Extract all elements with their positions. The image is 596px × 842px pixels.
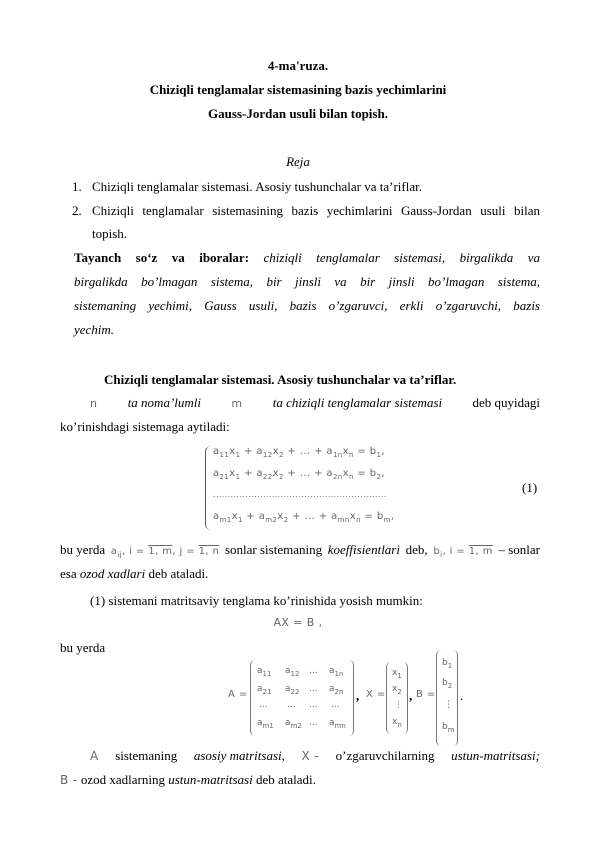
keywords-line-4: yechim. xyxy=(74,322,115,337)
intro-text-1: ta noma’lumli xyxy=(127,395,201,410)
matrix-a: $a_{11}$ $a_{12}$ ... $a_{1n}$ $a_{21}$ $a_{22}$ ... $a_{2n}$ ... ... ... ... $a_{m1}$ $a_{m2}$ ... $a_{mn}$ xyxy=(250,660,354,736)
section-heading: Chiziqli tenglamalar sistemasi. Asosiy tushunchalar va ta’riflar. xyxy=(104,372,457,387)
final-t3: ozod xadlarning xyxy=(80,772,165,787)
final-b: B - xyxy=(60,773,78,787)
final-x: X - xyxy=(301,749,320,763)
plan-item-2-number: 2. xyxy=(72,203,82,218)
coef-text-post: – sonlar xyxy=(498,542,540,557)
lecture-number: 4-ma'ruza. xyxy=(267,58,329,73)
free-terms-line xyxy=(60,566,208,582)
coefficients-line xyxy=(60,542,540,559)
final-line-1 xyxy=(90,748,540,764)
final-ustun2: ustun-matritsasi xyxy=(168,772,253,787)
free-term-indices: $b_i$, i = 1, m xyxy=(433,546,493,559)
plan-item-2-line-1: Chiziqli tenglamalar sistemasining bazis yechimlarini Gauss-Jordan usuli bilan xyxy=(92,203,540,218)
keywords-line-1 xyxy=(74,246,540,270)
free-line-italic: ozod xadlari xyxy=(79,566,146,581)
matrix-x-label: X = xyxy=(366,689,386,700)
plan-item-1-number: 1. xyxy=(72,179,82,194)
comma-1: , xyxy=(356,688,360,703)
final-t4: deb ataladi. xyxy=(255,772,316,787)
final-line-2 xyxy=(60,772,316,788)
matrix-a-label: A = xyxy=(228,689,248,700)
coef-text-mid: sonlar sistemaning xyxy=(224,542,323,557)
matrix-x: $x_1$ $x_2$ ⋮ $x_n$ xyxy=(386,662,408,734)
intro-line-2: ko’rinishdagi sistemaga aytiladi: xyxy=(60,419,230,434)
equation-row-m: $a_{m1}x_1 + a_{m2}x_2$ + ... + $a_{mn}x_n = b_m$, xyxy=(213,511,395,524)
free-line-pre: esa xyxy=(60,566,77,581)
title-line-2: Gauss-Jordan usuli bilan topish. xyxy=(208,106,388,121)
plan-item-1: Chiziqli tenglamalar sistemasi. Asosiy tushunchalar va ta’riflar. xyxy=(92,179,422,194)
coef-indices: $a_{ij}$, i = 1, m, j = 1, n xyxy=(110,546,220,559)
equation-row-2: $a_{21}x_1 + a_{22}x_2$ + ... + $a_{2n}x_n = b_2$, xyxy=(213,468,385,481)
final-a: A xyxy=(90,749,99,763)
final-asosiy: asosiy matritsasi, xyxy=(193,748,285,763)
final-t2: o’zgaruvchilarning xyxy=(335,748,435,763)
final-ustun: ustun-matritsasi; xyxy=(451,748,540,763)
plan-title: Reja xyxy=(286,154,310,169)
coef-text-pre: bu yerda xyxy=(60,542,106,557)
coef-text-deb: deb, xyxy=(405,542,428,557)
title-line-1: Chiziqli tenglamalar sistemasining bazis yechimlarini xyxy=(149,82,447,97)
bu-yerda: bu yerda xyxy=(60,640,106,655)
equation-row-1: $a_{11}x_1 + a_{12}x_2$ + ... + $a_{1n}x_n = b_1$, xyxy=(213,446,385,459)
matrix-b: $b_1$ $b_2$ ⋮ $b_m$ xyxy=(436,650,458,746)
free-line-post: deb ataladi. xyxy=(148,566,209,581)
final-t1: sistemaning xyxy=(115,748,178,763)
equation-row-dots: ........................................................... xyxy=(213,490,387,499)
intro-line-1 xyxy=(90,395,540,411)
matrix-equation: AX = B , xyxy=(273,616,323,629)
keywords-label: Tayanch so‘z va iboralar: xyxy=(74,250,250,265)
keywords-line-3: sistemaning yechimi, Gauss usuli, bazis o’zgaruvci, erkli o’zgaruvchi, bazis xyxy=(74,298,540,313)
intro-text-2: ta chiziqli tenglamalar sistemasi xyxy=(272,395,443,410)
keywords-line-2: birgalikda bo’lmagan sistema, bir jinsli va bir jinsli bo’lmagan sistema, xyxy=(74,274,540,289)
plan-item-2-line-2: topish. xyxy=(92,226,128,241)
keywords-text-1: chiziqli tenglamalar sistemasi, birgalikda va xyxy=(263,250,540,265)
var-n: n xyxy=(90,397,98,410)
intro-text-3: deb quyidagi xyxy=(472,395,540,410)
system-brace xyxy=(205,446,212,530)
matrix-intro: (1) sistemani matritsaviy tenglama ko’rinishida yosish mumkin: xyxy=(90,593,423,608)
period: . xyxy=(460,688,464,703)
equation-number: (1) xyxy=(522,480,538,495)
var-m: m xyxy=(231,397,243,410)
comma-2: , xyxy=(409,688,413,703)
matrix-b-label: B = xyxy=(416,689,436,700)
coef-text-italic: koeffisientlari xyxy=(327,542,400,557)
